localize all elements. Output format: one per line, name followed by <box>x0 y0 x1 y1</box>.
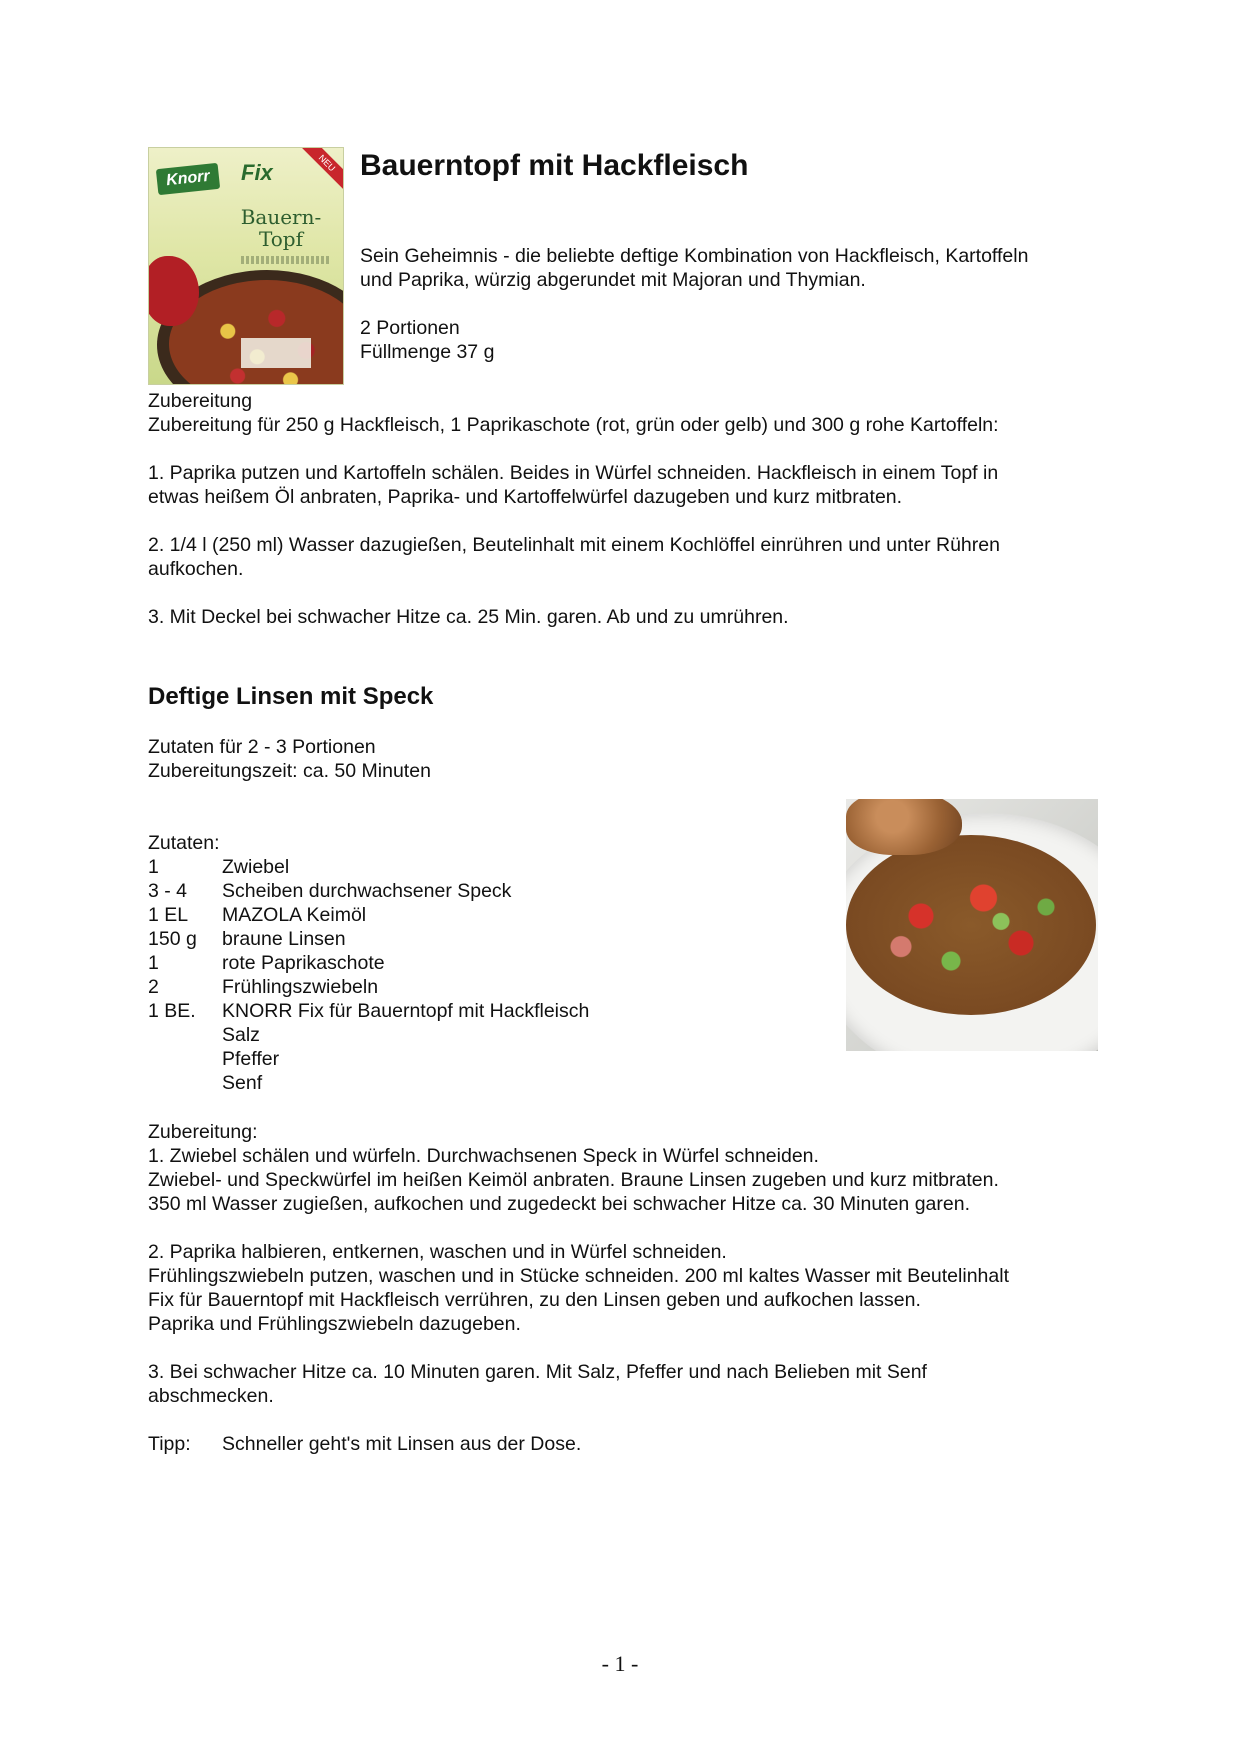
recipe1-step-2: 2. 1/4 l (250 ml) Wasser dazugießen, Beutelinhalt mit einem Kochlöffel einrühren und unter Rühren aufkochen. <box>148 534 1000 580</box>
recipe2-step-3 <box>148 1360 927 1408</box>
ingredient-item: Salz <box>222 1024 260 1046</box>
fix-logo: Fix <box>241 160 273 185</box>
recipe1-meta <box>360 316 494 364</box>
knorr-logo: Knorr <box>156 163 220 195</box>
knorr-package-image <box>148 147 344 385</box>
recipe1-step-3: 3. Mit Deckel bei schwacher Hitze ca. 25 Min. garen. Ab und zu umrühren. <box>148 606 789 628</box>
step-line: Zwiebel- und Speckwürfel im heißen Keimöl anbraten. Braune Linsen zugeben und kurz mitbraten. <box>148 1169 999 1191</box>
ingredient-item: Scheiben durchwachsener Speck <box>222 880 512 902</box>
recipe2-tip <box>148 1432 581 1456</box>
ingredient-item: braune Linsen <box>222 928 346 950</box>
ingredient-qty: 1 <box>148 952 159 974</box>
ingredient-qty: 1 BE. <box>148 1000 196 1022</box>
ingredient-row <box>148 927 668 951</box>
recipe2-prep-heading: Zubereitung: <box>148 1121 258 1143</box>
recipe2-meta <box>148 735 431 783</box>
tip-label: Tipp: <box>148 1433 191 1455</box>
recipe2-servings: Zutaten für 2 - 3 Portionen <box>148 736 376 758</box>
step-line: Frühlingszwiebeln putzen, waschen und in Stücke schneiden. 200 ml kaltes Wasser mit Beutelinhalt <box>148 1265 1009 1287</box>
ingredient-item: Senf <box>222 1072 263 1094</box>
ingredient-row <box>148 1023 668 1047</box>
ingredient-item: rote Paprikaschote <box>222 952 385 974</box>
ingredient-qty: 150 g <box>148 928 197 950</box>
recipe1-description: Sein Geheimnis - die beliebte deftige Kombination von Hackfleisch, Kartoffeln und Paprika, würzig abgerundet mit Majoran und Thymian. <box>360 245 1029 291</box>
recipe2-prep-heading-block <box>148 1120 258 1144</box>
lentil-soup-photo <box>846 799 1098 1051</box>
ingredient-row <box>148 855 668 879</box>
page-number: - 1 - <box>601 1651 639 1676</box>
step-line: 350 ml Wasser zugießen, aufkochen und zugedeckt bei schwacher Hitze ca. 30 Minuten garen. <box>148 1193 970 1215</box>
ingredient-qty: 1 EL <box>148 904 189 926</box>
recipe1-fill: Füllmenge 37 g <box>360 341 495 363</box>
recipe2-ingredients <box>148 831 668 1095</box>
ingredient-row <box>148 879 668 903</box>
recipe1-prep-heading: Zubereitung <box>148 390 253 412</box>
ingredient-qty: 1 <box>148 856 159 878</box>
step-line: 2. Paprika halbieren, entkernen, waschen und in Würfel schneiden. <box>148 1241 727 1263</box>
package-product-name: Bauern- Topf <box>240 205 322 251</box>
ingredient-row <box>148 975 668 999</box>
ingredient-item: KNORR Fix für Bauerntopf mit Hackfleisch <box>222 1000 590 1022</box>
ingredient-qty: 2 <box>148 976 159 998</box>
ingredient-row <box>148 1047 668 1071</box>
tip-text: Schneller geht's mit Linsen aus der Dose. <box>222 1433 582 1455</box>
step-line: 1. Zwiebel schälen und würfeln. Durchwachsenen Speck in Würfel schneiden. <box>148 1145 819 1167</box>
step-line: Fix für Bauerntopf mit Hackfleisch verrühren, zu den Linsen geben und aufkochen lassen. <box>148 1289 921 1311</box>
ingredient-item: Frühlingszwiebeln <box>222 976 379 998</box>
step-line: 3. Bei schwacher Hitze ca. 10 Minuten garen. Mit Salz, Pfeffer und nach Belieben mit Senf <box>148 1361 927 1383</box>
ingredient-item: Zwiebel <box>222 856 290 878</box>
ingredient-item: Pfeffer <box>222 1048 280 1070</box>
recipe2-step-1 <box>148 1144 999 1216</box>
recipe2-title: Deftige Linsen mit Speck <box>148 683 434 710</box>
recipe1-portions: 2 Portionen <box>360 317 460 339</box>
ingredient-row <box>148 951 668 975</box>
ingredient-item: MAZOLA Keimöl <box>222 904 367 926</box>
recipe1-step-1: 1. Paprika putzen und Kartoffeln schälen. Beides in Würfel schneiden. Hackfleisch in einem Topf in etwas heißem Öl anbraten, Paprika- und Kartoffelwürfel dazugeben und kurz mitbraten. <box>148 462 999 508</box>
ingredient-qty: 3 - 4 <box>148 880 188 902</box>
ingredients-heading: Zutaten: <box>148 832 220 854</box>
step-line: abschmecken. <box>148 1385 274 1407</box>
recipe1-title: Bauerntopf mit Hackfleisch <box>360 149 749 182</box>
step-line: Paprika und Frühlingszwiebeln dazugeben. <box>148 1313 521 1335</box>
recipe2-step-2 <box>148 1240 1009 1336</box>
neu-badge: NEU <box>301 147 344 189</box>
ingredient-row <box>148 1071 668 1095</box>
recipe1-preparation <box>148 389 999 437</box>
ingredient-row <box>148 999 668 1023</box>
recipe1-prep-intro: Zubereitung für 250 g Hackfleisch, 1 Paprikaschote (rot, grün oder gelb) und 300 g rohe Kartoffeln: <box>148 414 999 436</box>
recipe2-time: Zubereitungszeit: ca. 50 Minuten <box>148 760 431 782</box>
ingredient-list <box>148 855 668 1095</box>
ingredient-row <box>148 903 668 927</box>
